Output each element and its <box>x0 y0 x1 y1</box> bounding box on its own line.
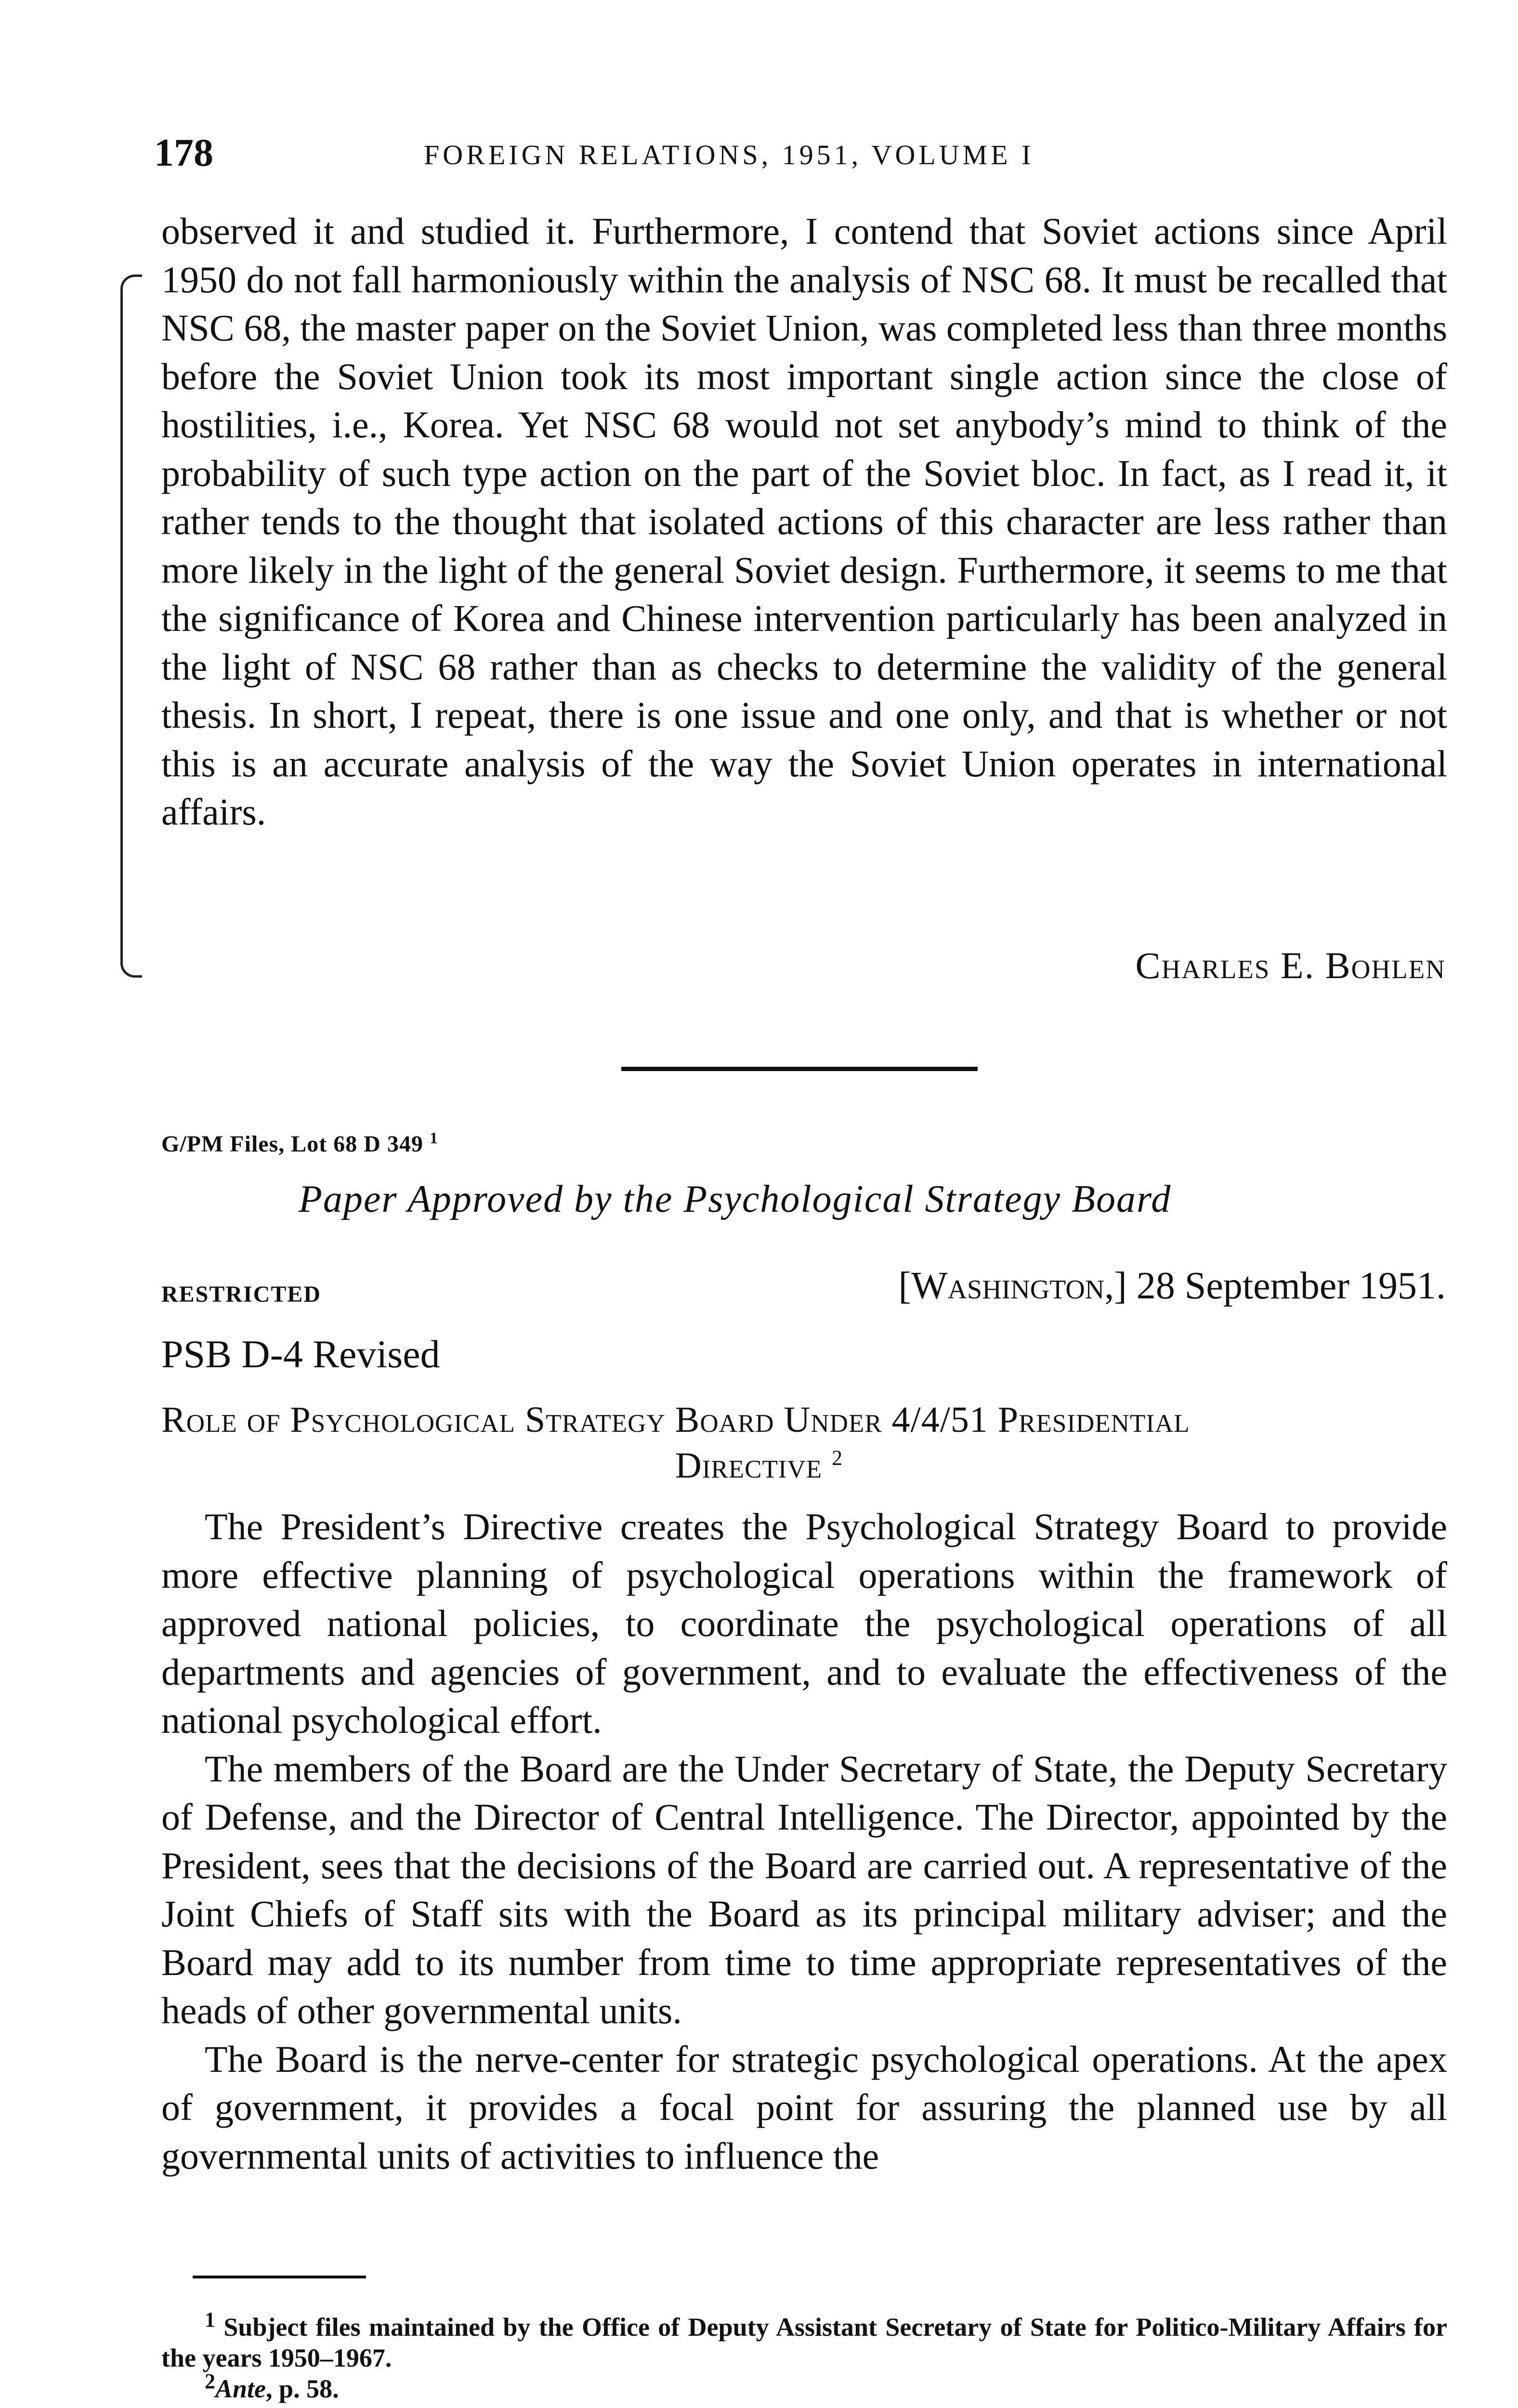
page-header <box>154 130 1454 183</box>
signature: Charles E. Bohlen <box>1135 944 1446 986</box>
body-paragraph: The members of the Board are the Under Secretary of State, the Deputy Secretary of Defense, and the Director of Central Intelligence. The Director, appointed by the President, sees that the decisions of the Board are carried out. A representative of the Joint Chiefs of Staff sits with the Board as its principal military adviser; and the Board may add to its number from time to time appropriate representatives of the heads of other governmental units. <box>161 1747 1447 2031</box>
memo-paragraph: observed it and studied it. Furthermore, I contend that Soviet actions since April 1950 do not fall harmoniously within the analysis of NSC 68. It must be recalled that NSC 68, the master paper on the Soviet Union, was completed less than three months before the Soviet Union took its most important single action since the close of hostilities, i.e., Korea. Yet NSC 68 would not set anybody’s mind to think of the probability of such type action on the part of the Soviet bloc. In fact, as I read it, it rather tends to the thought that isolated actions of this character are less rather than more likely in the light of the general Soviet design. Furthermore, it seems to me that the significance of Korea and Chinese intervention particularly has been analyzed in the light of NSC 68 rather than as checks to determine the validity of the general thesis. In short, I repeat, there is one issue and one only, and that is whether or not this is an accurate analysis of the way the Soviet Union operates in international affairs. <box>161 210 1447 833</box>
footnote-ref: 2 <box>832 1446 843 1470</box>
memo-continuation <box>161 207 1447 837</box>
document-body <box>161 1503 1447 2180</box>
footnote-divider <box>193 2276 366 2278</box>
place-date: [Washington,] 28 September 1951. <box>898 1265 1446 1307</box>
document-source: G/PM Files, Lot 68 D 349 $^1$ <box>161 1129 438 1157</box>
body-paragraph: The President’s Directive creates the Psychological Strategy Board to provide more effective planning of psychological operations within the framework of approved national policies, to coordinate the psychological operations of all departments and agencies of government, and to evaluate the effectiveness of the national psychological effort. <box>161 1505 1447 1741</box>
body-paragraph: The Board is the nerve-center for strategic psychological operations. At the apex of government, it provides a focal point for assuring the planned use by all governmental units of activities to influence the <box>161 2038 1447 2177</box>
document-number: PSB D-4 Revised <box>161 1332 440 1376</box>
margin-bracket-mark <box>120 275 142 978</box>
page-number: 178 <box>154 131 213 174</box>
document-heading-continued: Directive $^2$ <box>675 1445 843 1486</box>
footnotes <box>161 2308 1447 2404</box>
footnote-ref: 1 <box>429 1129 438 1147</box>
footnote: $^2$Ante, p. 58. <box>205 2369 339 2403</box>
document-heading: Role of Psychological Strategy Board Under 4/4/51 Presidential <box>161 1400 1190 1440</box>
document-title: Paper Approved by the Psychological Strategy Board <box>299 1178 1172 1220</box>
running-title: FOREIGN RELATIONS, 1951, VOLUME I <box>424 139 1034 170</box>
classification: RESTRICTED <box>161 1282 322 1307</box>
footnote: $^1$ Subject files maintained by the Office of Deputy Assistant Secretary of State for Politico-Military Affairs for the years 1950–1967. <box>161 2308 1447 2372</box>
section-divider <box>621 1067 978 1071</box>
